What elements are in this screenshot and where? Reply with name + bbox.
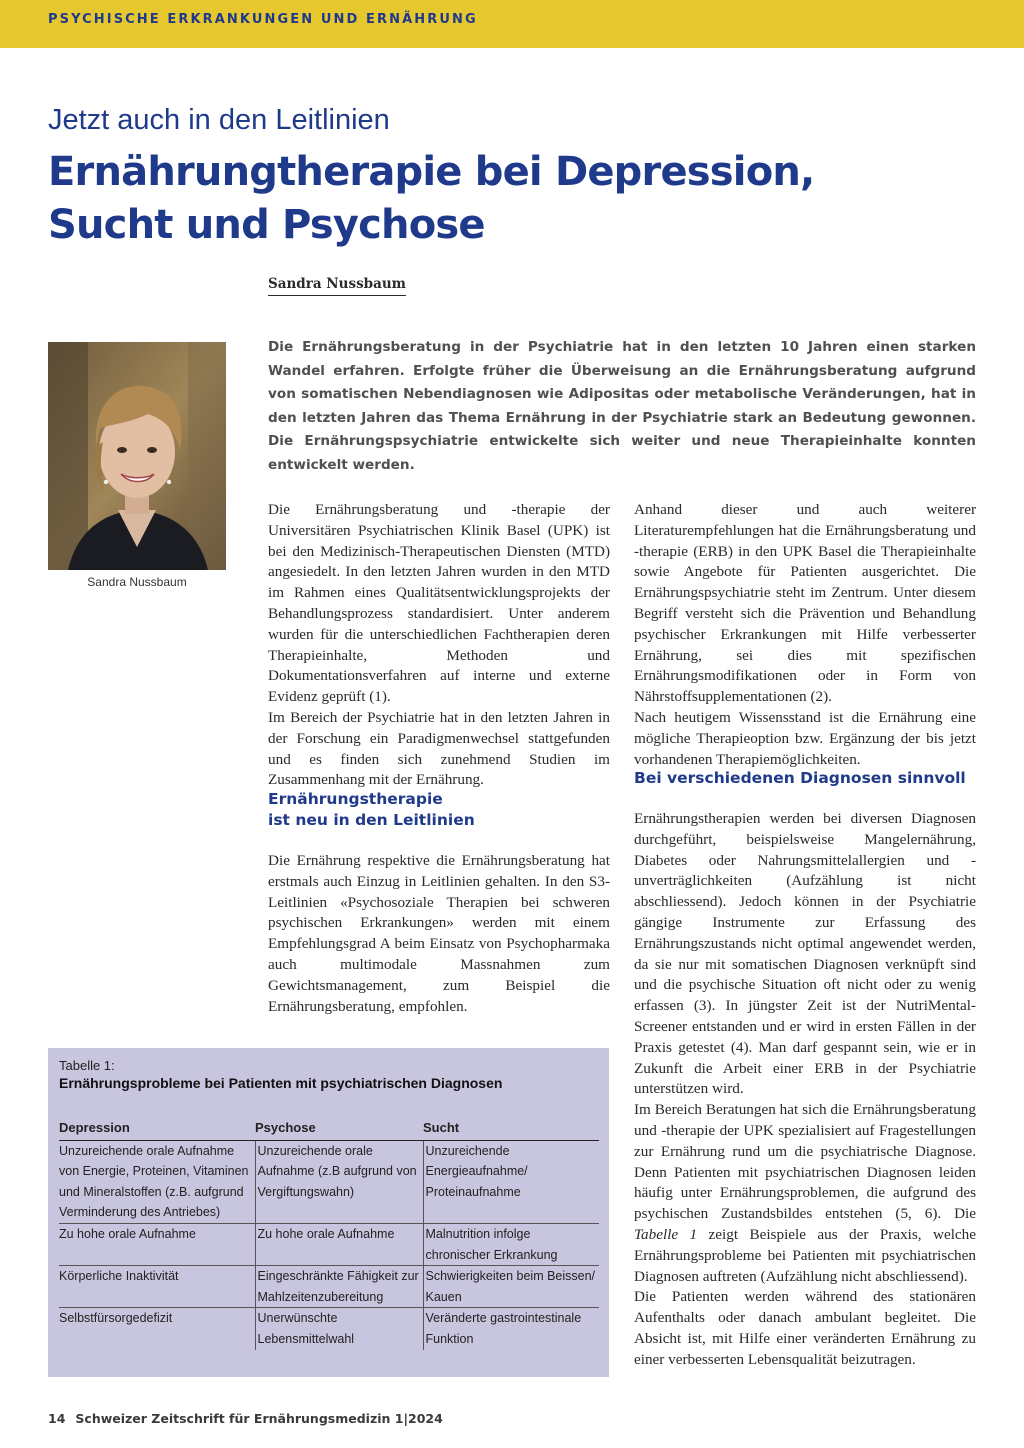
table-header-cell: Depression: [59, 1118, 255, 1140]
body-text: Im Bereich Beratungen hat sich die Ernährungsberatung und -therapie der UPK spezialisiert auf Fragestellungen zur Ernährung rund um die psychiatrische Diagnose. Denn Patienten mit psychiatrischen Diagnosen leiden häufig unter Ernährungsproblemen, die aufgrund des psychischen Zustandsbildes entstehen (5, 6). Die: [634, 1101, 976, 1223]
body-column-middle-lower: [268, 851, 610, 1017]
body-paragraph: [634, 1100, 976, 1287]
body-paragraph: Nach heutigem Wissensstand ist die Ernährung eine mögliche Therapieoption bzw. Ergänzung der bis jetzt vorhandenen Therapiemöglichkeiten.: [634, 708, 976, 768]
subhead-line: ist neu in den Leitlinien: [268, 811, 475, 829]
subhead-line: Ernährungstherapie: [268, 790, 443, 808]
body-paragraph: Die Ernährungsberatung und -therapie der Universitären Psychiatrischen Klinik Basel (UPK) ist bei den Medizinisch-Therapeutischen Diensten (MTD) angesiedelt. In den letzten Jahren wurden in den MTD im Rahmen eines Qualitätsentwicklungsprojekts der Behandlungsprozess standardisiert. Unter anderem wurden für die unterschiedlichen Fachtherapien deren Therapieinhalte, Methoden und Dokumentationsverfahren auf interne und externe Evidenz geprüft (1).: [268, 501, 610, 706]
photo-caption: Sandra Nussbaum: [87, 575, 187, 589]
table-cell: Unerwünschte Lebensmittelwahl: [255, 1308, 423, 1350]
table-box: [48, 1048, 609, 1377]
subhead-leitlinien: [268, 789, 475, 831]
table-cell: Selbstfürsorgedefizit: [59, 1308, 255, 1350]
table-row: [59, 1308, 599, 1350]
author-photo: [48, 342, 226, 570]
article-title-line-2: Sucht und Psychose: [48, 202, 485, 248]
body-paragraph: Im Bereich der Psychiatrie hat in den letzten Jahren in der Forschung ein Paradigmenwechsel stattgefunden und es finden sich zunehmend Studien im Zusammenhang mit der Ernährung.: [268, 708, 610, 789]
table-caption: Tabelle 1:: [59, 1058, 115, 1073]
section-band: [0, 0, 1024, 48]
page-number: 14: [48, 1411, 66, 1426]
table-title: Ernährungsprobleme bei Patienten mit psychiatrischen Diagnosen: [59, 1075, 503, 1091]
section-label: PSYCHISCHE ERKRANKUNGEN UND ERNÄHRUNG: [48, 12, 478, 27]
body-column-right: [634, 500, 976, 770]
table-cell: Unzureichende orale Aufnahme (z.B aufgrund von Vergiftungswahn): [255, 1140, 423, 1223]
subhead-diagnosen: Bei verschiedenen Diagnosen sinnvoll: [634, 769, 966, 787]
body-paragraph: Ernährungstherapien werden bei diversen Diagnosen durchgeführt, beispielsweise Mangelernährung, Diabetes oder Nahrungsmittelallergien und -unverträglichkeiten (Aufzählung ist nicht abschliessend). Jedoch können in der Psychiatrie gängige Instrumente zur Erfassung des Ernährungszustands nicht optimal angewendet werden, da sie nur mit somatischen Diagnosen verknüpft sind und die psychische Situation oft nicht oder zu wenig erfassen (3). In jüngster Zeit ist der NutriMental-Screener entstanden und er wird in ersten Fällen in der Praxis getestet (4). Man darf gespannt sein, wie er in Zukunft die Arbeit einer ERB in der Psychiatrie unterstützen wird.: [634, 810, 976, 1098]
author-portrait-image: [48, 342, 226, 570]
body-text: zeigt Beispiele aus der Praxis, welche Ernährungsprobleme bei Patienten mit psychiatrischen Diagnosen auftreten (Aufzählung nicht abschliessend).: [634, 1225, 976, 1285]
table-header-row: [59, 1118, 599, 1140]
table-row: [59, 1140, 599, 1223]
diagnosis-table: [59, 1118, 599, 1350]
lead-paragraph: Die Ernährungsberatung in der Psychiatrie hat in den letzten 10 Jahren einen starken Wandel erfahren. Erfolgte früher die Überweisung an die Ernährungsberatung aufgrund von somatischen Nebendiagnosen wie Adipositas oder metabolische Veränderungen, hat in den letzten Jahren das Thema Ernährung in der Psychiatrie stark an Bedeutung gewonnen. Die Ernährungspsychiatrie entwickelte sich weiter und neue Therapieinhalte konnten entwickelt werden.: [268, 339, 976, 473]
table-cell: Veränderte gastrointestinale Funktion: [423, 1308, 599, 1350]
table-cell: Schwierigkeiten beim Beissen/ Kauen: [423, 1266, 599, 1308]
author-byline: Sandra Nussbaum: [268, 276, 406, 296]
table-row: [59, 1223, 599, 1265]
table-cell: Eingeschränkte Fähigkeit zur Mahlzeitenzubereitung: [255, 1266, 423, 1308]
body-paragraph: Die Patienten werden während des stationären Aufenthalts oder danach ambulant begleitet. Die Absicht ist, mit Hilfe einer veränderten Ernährung zu einer verbesserten Lebensqualität beizutragen.: [634, 1288, 976, 1368]
table-row: [59, 1266, 599, 1308]
page-footer: [48, 1411, 443, 1426]
body-paragraph: Die Ernährung respektive die Ernährungsberatung hat erstmals auch Einzug in Leitlinien gehalten. In den S3-Leitlinien «Psychosoziale Therapien bei schweren psychischen Erkrankungen» werden mit einem Empfehlungsgrad A beim Einsatz von Psychopharmaka auch multimodale Massnahmen zum Gewichtsmanagement, zum Beispiel die Ernährungsberatung, empfohlen.: [268, 852, 610, 1015]
article-title-line-1: Ernährungtherapie bei Depression,: [48, 149, 815, 195]
body-paragraph: Anhand dieser und auch weiterer Literaturempfehlungen hat die Ernährungsberatung und -therapie (ERB) in den UPK Basel die Therapieinhalte sowie Angebote für Patienten ausgerichtet. Die Ernährungspsychiatrie steht im Zentrum. Unter diesem Begriff versteht sich die Prävention und Behandlung psychischer Erkrankungen mit Hilfe verbesserter Ernährung, sei dies mit spezifischen Ernährungsmodifikationen oder in Form von Nährstoffsupplementationen (2).: [634, 501, 976, 706]
table-cell: Unzureichende Energieaufnahme/ Proteinaufnahme: [423, 1140, 599, 1223]
article-title: [48, 146, 948, 252]
table-reference: Tabelle 1: [634, 1225, 698, 1243]
table-header-cell: Sucht: [423, 1118, 599, 1140]
table-cell: Malnutrition infolge chronischer Erkrankung: [423, 1223, 599, 1265]
table-cell: Unzureichende orale Aufnahme von Energie, Proteinen, Vitaminen und Mineralstoffen (z.B. aufgrund Verminderung des Antriebes): [59, 1143, 249, 1220]
table-cell: Körperliche Inaktivität: [59, 1266, 255, 1308]
article-kicker: Jetzt auch in den Leitlinien: [48, 104, 390, 136]
table-cell: Zu hohe orale Aufnahme: [59, 1223, 255, 1265]
body-column-right-lower: [634, 809, 976, 1371]
body-column-middle: [268, 500, 610, 791]
journal-name: Schweizer Zeitschrift für Ernährungsmedizin 1|2024: [75, 1411, 443, 1426]
table-header-cell: Psychose: [255, 1118, 423, 1140]
table-cell: Zu hohe orale Aufnahme: [255, 1223, 423, 1265]
